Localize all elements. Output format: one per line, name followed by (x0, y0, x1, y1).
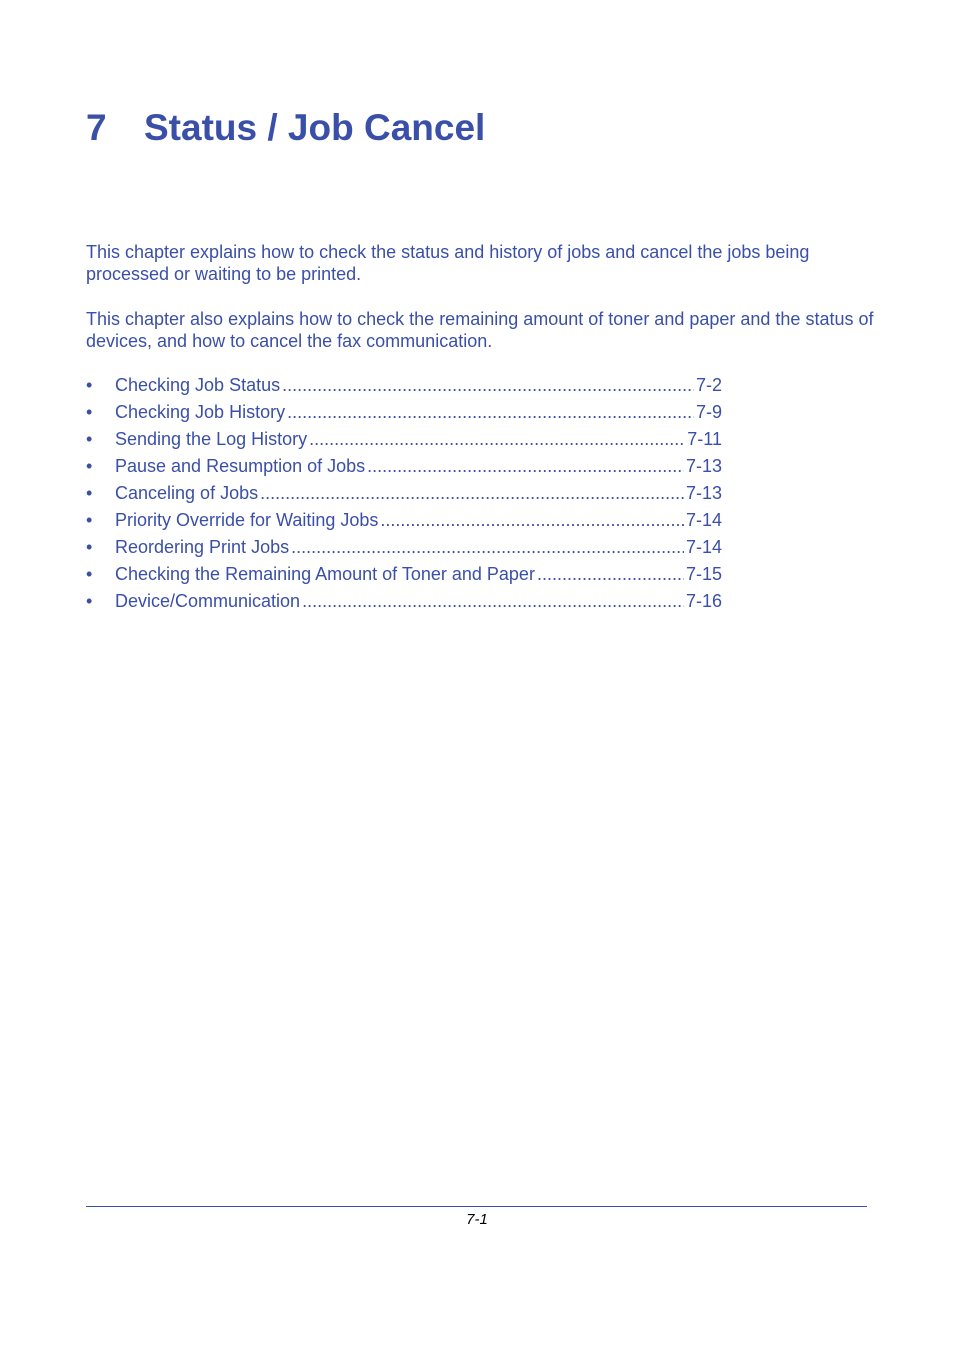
toc-page-number: 7-15 (685, 564, 722, 584)
bullet-icon: • (86, 537, 93, 557)
toc-link-device-communication[interactable] (115, 590, 722, 612)
leader-dots (287, 401, 694, 423)
toc-page-number: 7-2 (695, 375, 722, 395)
toc-link-pause-resumption[interactable] (115, 455, 722, 477)
toc-page-number: 7-16 (685, 591, 722, 611)
toc-label: Reordering Print Jobs (115, 537, 290, 557)
footer-divider (86, 1206, 867, 1207)
toc-item (86, 455, 726, 482)
leader-dots (537, 563, 684, 585)
toc-link-canceling-jobs[interactable] (115, 482, 722, 504)
page-number: 7-1 (466, 1211, 488, 1228)
toc-link-reordering-print-jobs[interactable] (115, 536, 722, 558)
toc-label: Canceling of Jobs (115, 483, 259, 503)
chapter-title: Status / Job Cancel (144, 107, 486, 148)
bullet-icon: • (86, 429, 93, 449)
toc-page-number: 7-13 (685, 456, 722, 476)
toc-link-checking-job-status[interactable] (115, 374, 722, 396)
toc-page-number: 7-14 (685, 510, 722, 530)
toc-item (86, 401, 726, 428)
toc-item (86, 536, 726, 563)
toc-item (86, 482, 726, 509)
toc-label: Checking the Remaining Amount of Toner and Paper (115, 564, 535, 584)
toc-item (86, 428, 726, 455)
toc-page-number: 7-14 (685, 537, 722, 557)
leader-dots (291, 536, 684, 558)
toc-item (86, 590, 726, 617)
chapter-heading (86, 104, 485, 152)
leader-dots (260, 482, 684, 504)
toc-label: Pause and Resumption of Jobs (115, 456, 366, 476)
toc-item (86, 563, 726, 590)
bullet-icon: • (86, 591, 93, 611)
leader-dots (380, 509, 684, 531)
toc-link-remaining-toner-paper[interactable] (115, 563, 722, 585)
toc-page-number: 7-13 (685, 483, 722, 503)
toc-link-sending-log-history[interactable] (115, 428, 722, 450)
intro-paragraph-2: This chapter also explains how to check the remaining amount of toner and paper and the status of devices, and how to cancel the fax communication. (86, 309, 874, 351)
table-of-contents (86, 374, 726, 617)
leader-dots (302, 590, 684, 612)
toc-page-number: 7-9 (695, 402, 722, 422)
toc-link-checking-job-history[interactable] (115, 401, 722, 423)
bullet-icon: • (86, 510, 93, 530)
toc-label: Checking Job History (115, 402, 286, 422)
bullet-icon: • (86, 456, 93, 476)
bullet-icon: • (86, 483, 93, 503)
toc-item (86, 374, 726, 401)
bullet-icon: • (86, 402, 93, 422)
toc-label: Sending the Log History (115, 429, 308, 449)
leader-dots (309, 428, 685, 450)
toc-item (86, 509, 726, 536)
toc-label: Checking Job Status (115, 375, 281, 395)
toc-page-number: 7-11 (687, 429, 722, 449)
toc-label: Device/Communication (115, 591, 301, 611)
chapter-number: 7 (86, 107, 107, 148)
toc-label: Priority Override for Waiting Jobs (115, 510, 379, 530)
bullet-icon: • (86, 564, 93, 584)
intro-paragraph-1: This chapter explains how to check the status and history of jobs and cancel the jobs being processed or waiting to be printed. (86, 242, 810, 284)
leader-dots (282, 374, 694, 396)
leader-dots (367, 455, 684, 477)
bullet-icon: • (86, 375, 93, 395)
toc-link-priority-override[interactable] (115, 509, 722, 531)
